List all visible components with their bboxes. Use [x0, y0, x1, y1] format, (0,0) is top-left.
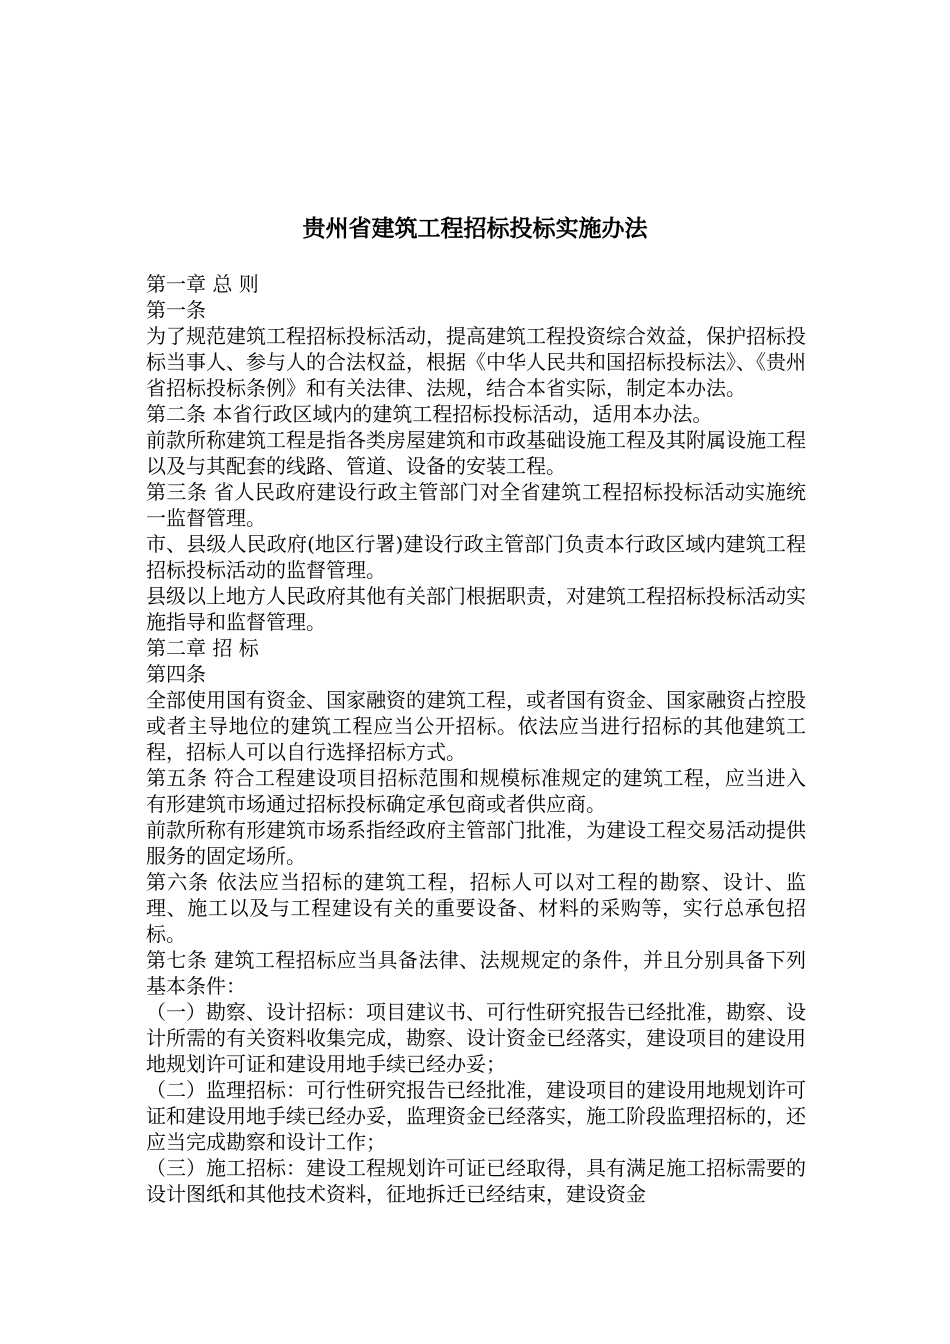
chapter-heading: 第一章 总 则 — [146, 272, 259, 296]
paragraph: 前款所称有形建筑市场系指经政府主管部门批准，为建设工程交易活动提供服务的固定场所。 — [146, 818, 806, 868]
paragraph: 县级以上地方人民政府其他有关部门根据职责，对建筑工程招标投标活动实施指导和监督管理。 — [146, 584, 806, 634]
paragraph: 第三条 省人民政府建设行政主管部门对全省建筑工程招标投标活动实施统一监督管理。 — [146, 480, 806, 530]
paragraph: 为了规范建筑工程招标投标活动，提高建筑工程投资综合效益，保护招标投标当事人、参与人的合法权益，根据《中华人民共和国招标投标法》、《贵州省招标投标条例》和有关法律、法规，结合本省实际，制定本办法。 — [146, 324, 806, 400]
paragraph: 第七条 建筑工程招标应当具备法律、法规规定的条件，并且分别具备下列基本条件： — [146, 948, 806, 998]
list-item: （二）监理招标：可行性研究报告已经批准，建设项目的建设用地规划许可证和建设用地手续已经办妥，监理资金已经落实，施工阶段监理招标的，还应当完成勘察和设计工作； — [146, 1078, 806, 1154]
document-title: 贵州省建筑工程招标投标实施办法 — [302, 215, 648, 242]
list-item: （一）勘察、设计招标：项目建议书、可行性研究报告已经批准，勘察、设计所需的有关资料收集完成，勘察、设计资金已经落实，建设项目的建设用地规划许可证和建设用地手续已经办妥； — [146, 1000, 806, 1076]
paragraph: 市、县级人民政府(地区行署)建设行政主管部门负责本行政区域内建筑工程招标投标活动的监督管理。 — [146, 532, 806, 582]
paragraph: 第六条 依法应当招标的建筑工程，招标人可以对工程的勘察、设计、监理、施工以及与工程建设有关的重要设备、材料的采购等，实行总承包招标。 — [146, 870, 806, 946]
paragraph: 全部使用国有资金、国家融资的建筑工程，或者国有资金、国家融资占控股或者主导地位的建筑工程应当公开招标。依法应当进行招标的其他建筑工程，招标人可以自行选择招标方式。 — [146, 688, 806, 764]
article-heading: 第四条 — [146, 662, 206, 686]
paragraph: 第二条 本省行政区域内的建筑工程招标投标活动，适用本办法。 — [146, 402, 713, 426]
list-item: （三）施工招标：建设工程规划许可证已经取得，具有满足施工招标需要的设计图纸和其他技术资料，征地拆迁已经结束，建设资金 — [146, 1156, 806, 1206]
paragraph: 前款所称建筑工程是指各类房屋建筑和市政基础设施工程及其附属设施工程以及与其配套的线路、管道、设备的安装工程。 — [146, 428, 806, 478]
article-heading: 第一条 — [146, 298, 206, 322]
paragraph: 第五条 符合工程建设项目招标范围和规模标准规定的建筑工程，应当进入有形建筑市场通过招标投标确定承包商或者供应商。 — [146, 766, 806, 816]
chapter-heading: 第二章 招 标 — [146, 636, 259, 660]
document-body — [146, 271, 806, 1207]
